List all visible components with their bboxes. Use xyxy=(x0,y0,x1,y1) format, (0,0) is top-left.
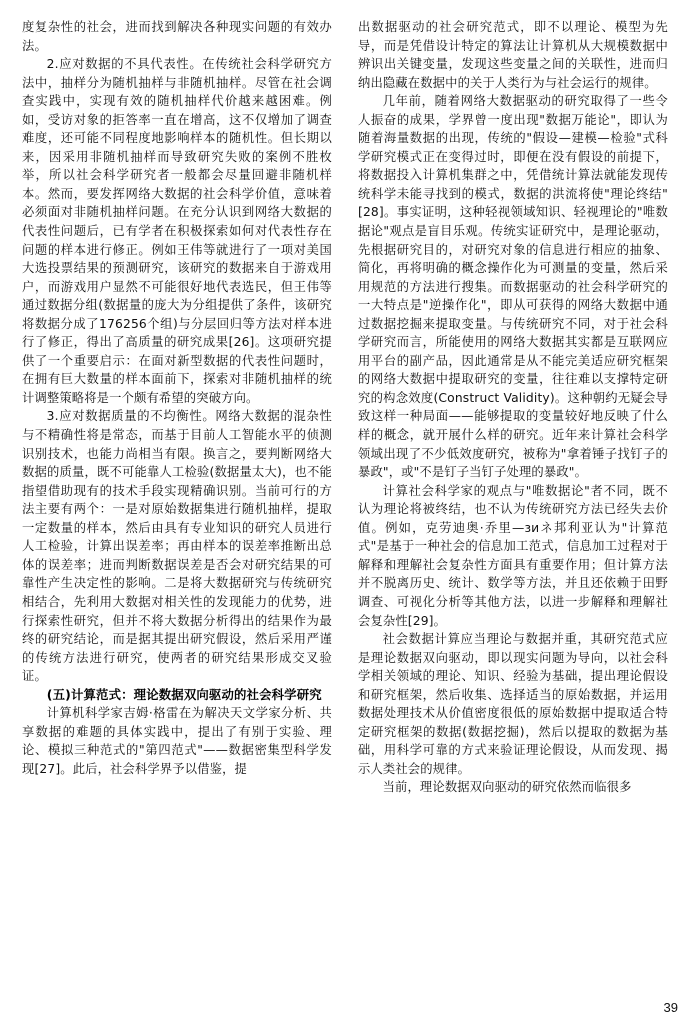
paragraph: 2.应对数据的不具代表性。在传统社会科学研究方法中，抽样分为随机抽样与非随机抽样。尽管在社会调查实践中，实现有效的随机抽样代价越来越困难。例如，受访对象的拒答率一直在增高，这不仅增加了调查难度，还可能不同程度地影响样本的随机性。但长期以来，因采用非随机抽样而导致研究失败的案例不胜枚举，所以社会科学研究者一般都会尽量回避非随机样本。然而，要发挥网络大数据的社会科学价值，意味着必须面对非随机抽样问题。在充分认识到网络大数据的代表性问题后，已有学者在积极探索如何对代表性存在问题的样本进行修正。例如王伟等就进行了一项对美国大选投票结果的预测研究，该研究的数据来自于游戏用户，而游戏用户显然不可能很好地代表选民，但王伟等通过数据分组(数据量的庞大为分组提供了条件，该研究将数据分成了176256个组)与分层回归等方法对样本进行了修正，得出了高质量的研究成果[26]。这项研究提供了一个重要启示：在面对新型数据的代表性问题时，在拥有巨大数量的样本面前下，探索对非随机抽样的统计调整策略将是一个颇有希望的突破方向。 xyxy=(22,57,332,405)
paragraph: 计算社会科学家的观点与"唯数据论"者不同，既不认为理论将被终结，也不认为传统研究方法已经失去价值。例如，克劳迪奥·乔里—зиネ邦利亚认为"计算范式"是基于一种社会的信息加工范式，信息加工过程对于解释和理解社会复杂性方面具有重要作用；但计算方法并不脱离历史、统计、数学等方法，并且还依赖于田野调查、可视化分析等其他方法，以进一步解释和理解社会复杂性[29]。 xyxy=(358,483,668,628)
page-number: 39 xyxy=(663,1000,678,1015)
paragraph: 出数据驱动的社会研究范式，即不以理论、模型为先导，而是凭借设计特定的算法让计算机从大规模数据中辨识出关键变量，发现这些变量之间的关联性，进而归纳出隐藏在数据中的关于人类行为与社会运行的规律。 xyxy=(358,20,668,90)
section-heading: (五)计算范式：理论数据双向驱动的社会科学研究 xyxy=(46,686,322,702)
paragraph: 度复杂性的社会，进而找到解决各种现实问题的有效办法。 xyxy=(22,20,332,53)
two-column-layout xyxy=(22,18,678,980)
paragraph: 当前，理论数据双向驱动的研究依然而临很多 xyxy=(382,780,632,795)
left-column xyxy=(22,18,332,980)
paragraph: 计算机科学家吉姆·格雷在为解决天文学家分析、共享数据的难题的具体实践中，提出了有别于实验、理论、模拟三种范式的"第四范式"——数据密集型科学发现[27]。此后，社会科学界予以借鉴，提 xyxy=(22,706,332,776)
right-column xyxy=(358,18,668,980)
paragraph: 社会数据计算应当理论与数据并重，其研究范式应是理论数据双向驱动，即以现实问题为导向，以社会科学相关领域的理论、知识、经验为基础，提出理论假设和研究框架，然后收集、选择适当的原始数据，并运用数据处理技术从价值密度很低的原始数据中提取适合特定研究框架的数据(数据挖掘)，然后以提取的数据为基础，用科学可靠的方式来验证理论假设，从而发现、揭示人类社会的规律。 xyxy=(358,632,668,776)
paragraph: 几年前，随着网络大数据驱动的研究取得了一些令人振奋的成果，学界曾一度出现"数据万能论"，即认为随着海量数据的出现，传统的"假设—建模—检验"式科学研究模式正在变得过时，即便在没有假设的前提下，将数据投入计算机集群之中，凭借统计算法就能发现传统科学未能寻找到的模式，数据的洪流将使"理论终结"[28]。事实证明，这种轻视领域知识、轻视理论的"唯数据论"观点是盲目乐观。传统实证研究中，是理论驱动，先根据研究目的，对研究对象的信息进行相应的抽象、简化，再将明确的概念操作化为可测量的变量，然后采用规范的方法进行搜集。而数据驱动的社会科学研究的一大特点是"逆操作化"，即从可获得的网络大数据中通过数据挖掘来提取变量。与传统研究不同，对于社会科学研究而言，所能使用的网络大数据其实都是互联网应用平台的副产品，因此通常是从不能完美适应研究框架的网络大数据中提取研究的变量，往往难以支撑特定研究的构念效度(Construct Validity)。这种朝约无疑会导致这样一种局面——能够提取的变量较好地反映了什么样的概念，就开展什么样的研究。近年来计算社会科学领域出现了不少低效度研究，被称为"拿着锤子找钉子的暴政"，或"不是钉子当钉子处理的暴政"。 xyxy=(358,94,668,480)
paragraph: 3.应对数据质量的不均衡性。网络大数据的混杂性与不精确性将是常态，而基于目前人工智能水平的侦测识别技术，也能力尚相当有限。换言之，要判断网络大数据的质量，既不可能靠人工检验(数据量太大)，也不能指望借助现有的技术手段实现精确识别。当前可行的方法主要有两个：一是对原始数据集进行随机抽样，提取一定数量的样本，然后由具有专业知识的研究人员进行人工检验，计算出误差率；再由样本的误差率推断出总体的误差率；进而判断数据误差是否会对研究结果的可靠性产生决定性的影响。二是将大数据研究与传统研究相结合，先利用大数据对相关性的发现能力的优势，进行探索性研究，但并不将大数据分析得出的结果作为最终的研究结论，而是据其提出研究假设，然后采用严谨的传统方法进行研究，使两者的研究结果形成交叉验证。 xyxy=(22,409,332,684)
